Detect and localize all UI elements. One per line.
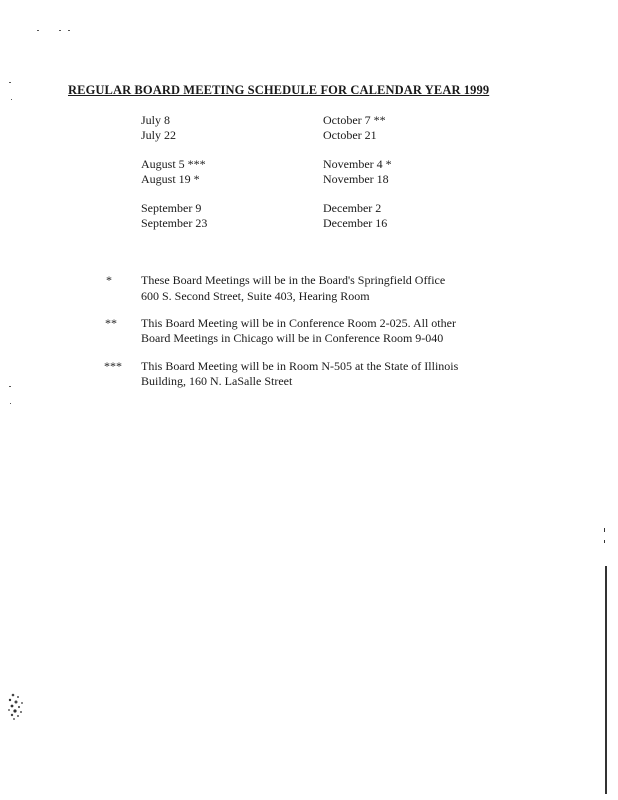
scan-edge-line [605,566,607,794]
scan-smudge [4,690,30,724]
footnote-text: This Board Meeting will be in Room N-505 at the State of Illinois [141,359,459,373]
scan-speck [9,386,11,387]
scan-speck [9,82,11,83]
footnote-text: These Board Meetings will be in the Board's Springfield Office [141,273,446,287]
footnote-text: Board Meetings in Chicago will be in Conference Room 9-040 [141,331,444,345]
footnote-marker: * [106,273,112,287]
meeting-date: August 19 * [141,172,200,186]
meeting-date: July 22 [141,128,177,142]
meeting-date: September 23 [141,216,208,230]
footnote-text: This Board Meeting will be in Conference Room 2-025. All other [141,316,456,330]
footnote-marker: *** [104,359,122,373]
page-title: REGULAR BOARD MEETING SCHEDULE FOR CALENDAR YEAR 1999 [68,83,490,97]
meeting-date: October 7 ** [323,113,386,127]
footnote-marker: ** [105,316,117,330]
meeting-date: August 5 *** [141,157,206,171]
scan-speck [10,403,11,404]
scan-speck [59,30,61,31]
meeting-date: November 18 [323,172,389,186]
meeting-date: September 9 [141,201,202,215]
footnote-text: 600 S. Second Street, Suite 403, Hearing Room [141,289,370,303]
scan-edge-line [604,528,605,532]
meeting-date: July 8 [141,113,171,127]
meeting-date: December 16 [323,216,388,230]
scan-edge-line [604,540,605,543]
scan-speck [37,30,39,31]
scan-speck [11,99,12,100]
meeting-date: December 2 [323,201,382,215]
meeting-date: October 21 [323,128,377,142]
scan-speck [68,30,70,31]
footnote-text: Building, 160 N. LaSalle Street [141,374,293,388]
meeting-date: November 4 * [323,157,392,171]
